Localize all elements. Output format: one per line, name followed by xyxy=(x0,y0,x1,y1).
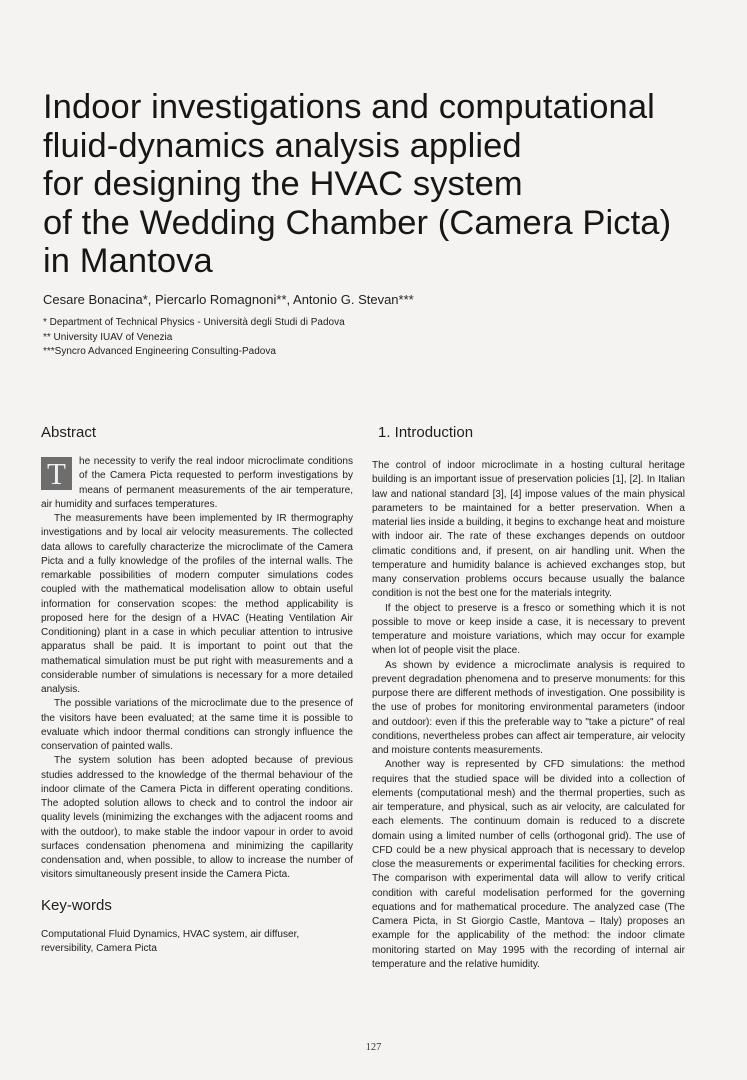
keywords-heading: Key-words xyxy=(41,896,112,914)
introduction-paragraph: The control of indoor microclimate in a hosting cultural heritage building is an important issue of preservation policies [1], [2]. In Italian law and national standard [3], [4] impose values of the main physical parameters to be maintained for a better preservation. When a material lies inside a building, it begins to exchange heat and moisture with indoor air. The rate of these exchanges depends on outdoor climatic conditions and, if present, on air handling unit. When the temperature and humidity balance is achieved exchanges stop, but many conservation problems occurs because usually the balance condition is not the best one for the materials integrity. xyxy=(372,460,685,600)
title-line: Indoor investigations and computational xyxy=(43,88,655,126)
affiliation-line: ***Syncro Advanced Engineering Consulting-Padova xyxy=(43,346,276,357)
author-list: Cesare Bonacina*, Piercarlo Romagnoni**, Antonio G. Stevan*** xyxy=(43,292,414,307)
abstract-paragraph-text: he necessity to verify the real indoor microclimate conditions of the Camera Picta requested to perform investigations by means of permanent measurements of the air temperature, air humidity and surfaces temperatures. xyxy=(41,456,353,510)
paper-title xyxy=(43,88,723,281)
right-column xyxy=(372,424,685,972)
title-line: in Mantova xyxy=(43,242,213,280)
introduction-paragraph: If the object to preserve is a fresco or something which it is not possible to move or keep inside a case, it is necessary to prevent temperature and moisture variations, which may occur for example when lot of people visit the place. xyxy=(372,602,685,657)
title-line: fluid-dynamics analysis applied xyxy=(43,126,522,165)
drop-cap: T xyxy=(41,457,72,490)
page-number: 127 xyxy=(365,1042,382,1053)
introduction-paragraph: Another way is represented by CFD simulations: the method requires that the studied space will be divided into a collection of elements (computational mesh) and the thermal properties, such as air temperature, and physical, such as air velocity, are calculated for each elements. The continuum domain is reduced to a discrete domain using a limited number of cells (orthogonal grid). The use of CFD could be a new physical approach that is necessary to develop close the measurements or experimental facilities for checking errors. The comparison with experimental data will allow to verify critical condition with careful modelisation performed for the governing equations and for mathematical procedure. The analyzed case (The Camera Picta, in St Giorgio Castle, Mantova – Italy) proposes an example for the applicability of the method: the indoor climate monitoring started on May 1995 with the recording of internal air temperature and the relative humidity. xyxy=(372,759,685,970)
title-line: of the Wedding Chamber (Camera Picta) xyxy=(43,203,672,242)
affiliation-line: * Department of Technical Physics - Università degli Studi di Padova xyxy=(43,317,345,328)
introduction-paragraph: As shown by evidence a microclimate analysis is required to prevent degradation phenomena and to preserve monuments: for this purpose there are different methods of investigation. One possibility is the use of probes for monitoring environmental parameters (indoor and outdoor): even if this the preferable way to "take a picture" of real conditions, nevertheless probes can affect air temperature, air velocity and moisture contents measurements. xyxy=(372,659,685,756)
title-line: for designing the HVAC system xyxy=(43,165,523,203)
left-column xyxy=(41,424,353,956)
affiliations xyxy=(43,316,703,360)
abstract-heading: Abstract xyxy=(41,424,97,441)
introduction-heading: 1. Introduction xyxy=(378,424,474,441)
abstract-paragraph: The measurements have been implemented by IR thermography investigations and by local air velocity measurements. The collected data allows to carefully characterize the microclimate of the Camera Picta and a fully knowledge of the profiles of the internal walls. The remarkable possibilities of modern computer simulations codes coupled with the mathematical modelisation allow to obtain useful information for conservation scopes: the method applicability is proposed here for the design of a HVAC (Heating Ventilation Air Conditioning) plant in a case in which peculiar attention to intrusive apparatus shall be paid. It is important to point out that the mathematical simulation must be put right with measurements and a considerable number of simulations is necessary for a more detailed analysis. xyxy=(41,513,353,695)
affiliation-line: ** University IUAV of Venezia xyxy=(43,331,173,343)
abstract-paragraph xyxy=(41,455,353,512)
abstract-paragraph: The possible variations of the microclimate due to the presence of the visitors have been evaluated; at the same time it is possible to evaluate which indoor thermal conditions can strongly influence the conservation of painted walls. xyxy=(41,698,353,752)
keywords-text: Computational Fluid Dynamics, HVAC system, air diffuser, reversibility, Camera Picta xyxy=(41,928,300,954)
abstract-paragraph: The system solution has been adopted because of previous studies addressed to the knowledge of the thermal behaviour of the indoor climate of the Camera Picta in different operating conditions. The adopted solution allows to check and to control the indoor air quality levels (minimizing the exchanges with the adjacent rooms and with the outdoor), to make stable the indoor vapour in order to avoid surfaces condensation phenomena and minimizing the capillarity condensation and, when possible, to allow to increase the number of visitors simultaneously present inside the Camera Picta. xyxy=(41,755,353,881)
